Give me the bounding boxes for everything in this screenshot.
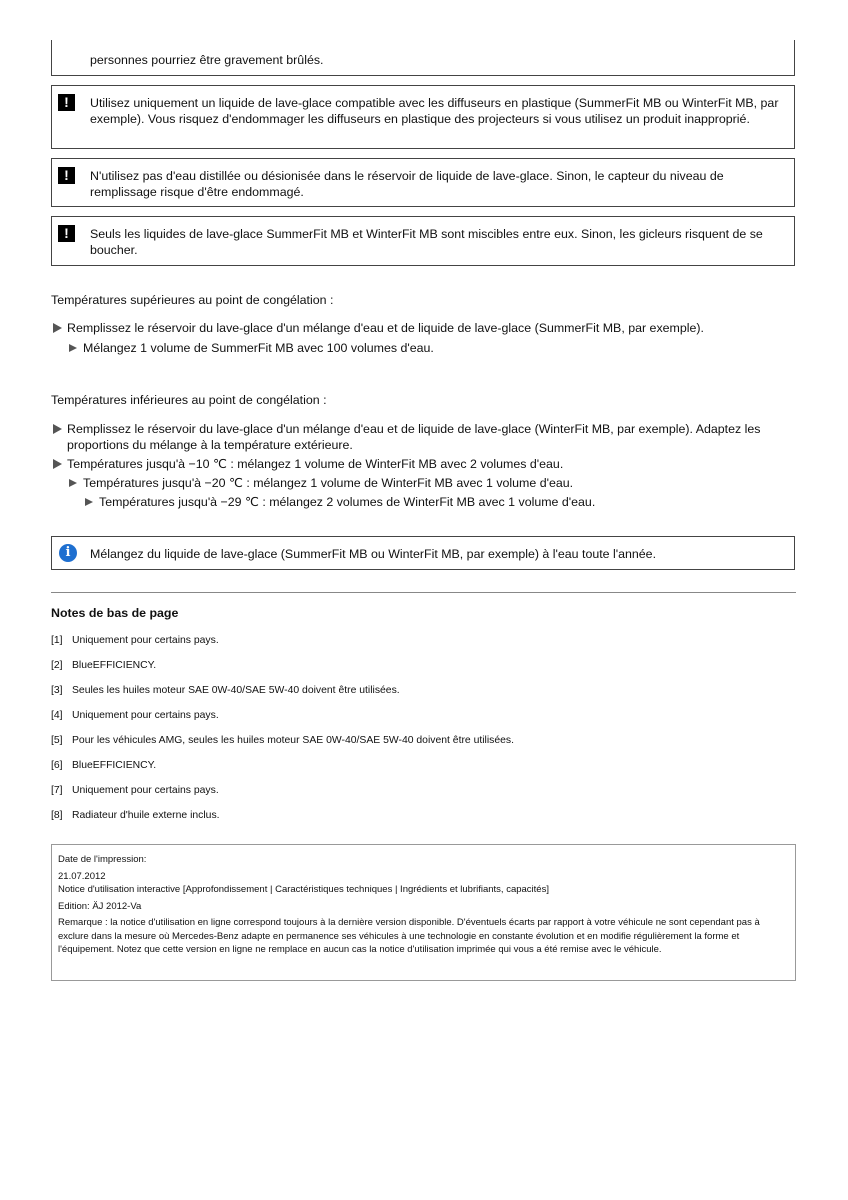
above-freezing-heading: Températures supérieures au point de congélation : [51, 293, 334, 307]
footnote-text: Seules les huiles moteur SAE 0W-40/SAE 5W-40 doivent être utilisées. [72, 685, 400, 696]
footnotes-title: Notes de bas de page [51, 606, 179, 620]
below-freezing-step-1: Remplissez le réservoir du lave-glace d'un mélange d'eau et de liquide de lave-glace (WinterFit MB, par exemple). Adaptez les proportions du mélange à la température extérieure. [67, 422, 761, 452]
warning-icon: ! [58, 167, 75, 184]
remark: Remarque : la notice d'utilisation en ligne correspond toujours à la dernière version disponible. D'éventuels écarts par rapport à votre véhicule ne sont cependant pas à exclure dans la mesure où Mercedes-Benz adapte en permanence ses véhicules à une technologie en constante évolution et en modifie régulièrement la forme et l'équipement. Notez que cette version en ligne ne remplace en aucun cas la notice d'utilisation imprimée qui vous a été remise avec le véhicule. [58, 917, 760, 955]
above-freezing-step-1: Remplissez le réservoir du lave-glace d'un mélange d'eau et de liquide de lave-glace (SummerFit MB, par exemple). [67, 321, 704, 335]
info-box [51, 536, 795, 570]
footnote-number: [2] [51, 660, 63, 671]
footnote-item [51, 759, 156, 773]
footnote-number: [7] [51, 785, 63, 796]
info-text: Mélangez du liquide de lave-glace (SummerFit MB ou WinterFit MB, par exemple) à l'eau toute l'année. [90, 547, 657, 561]
footnote-text: Uniquement pour certains pays. [72, 785, 219, 796]
footnote-item [51, 659, 156, 673]
footnote-text: BlueEFFICIENCY. [72, 660, 157, 671]
warning-box-distilled-water [51, 158, 795, 207]
manual-path: Notice d'utilisation interactive [Approfondissement | Caractéristiques techniques | Ingrédients et lubrifiants, capacités] [58, 884, 549, 895]
bullet-arrow-icon [53, 459, 62, 469]
footnote-text: Radiateur d'huile externe inclus. [72, 810, 220, 821]
footnote-item [51, 784, 219, 798]
bullet-arrow-icon [53, 424, 62, 434]
footnote-number: [3] [51, 685, 63, 696]
bullet-arrow-icon [69, 344, 77, 352]
below-freezing-step-3: Températures jusqu'à −20 ℃ : mélangez 1 volume de WinterFit MB avec 1 volume d'eau. [83, 476, 574, 490]
bullet-arrow-icon [53, 323, 62, 333]
above-freezing-step-2: Mélangez 1 volume de SummerFit MB avec 100 volumes d'eau. [83, 341, 434, 355]
print-date-label: Date de l'impression: [58, 854, 147, 865]
warning-text-distilled-water: N'utilisez pas d'eau distillée ou désionisée dans le réservoir de liquide de lave-glace. Sinon, le capteur du niveau de remplissage risque d'être endommagé. [90, 169, 724, 199]
print-metadata-box [51, 844, 796, 981]
edition: Edition: ÄJ 2012-Va [58, 900, 142, 912]
divider [51, 592, 796, 593]
warning-box-cutoff [51, 40, 795, 76]
warning-box-miscible [51, 216, 795, 266]
footnote-item [51, 809, 220, 823]
warning-icon: ! [58, 94, 75, 111]
footnote-text: Uniquement pour certains pays. [72, 635, 219, 646]
info-icon: i [59, 544, 77, 562]
footnote-number: [4] [51, 710, 63, 721]
footnote-text: Pour les véhicules AMG, seules les huiles moteur SAE 0W-40/SAE 5W-40 doivent être utilisées. [72, 735, 515, 746]
footnote-number: [6] [51, 760, 63, 771]
footnote-number: [5] [51, 735, 63, 746]
print-date: 21.07.2012 [58, 870, 106, 882]
bullet-arrow-icon [69, 479, 77, 487]
warning-icon: ! [58, 225, 75, 242]
footnote-text: Uniquement pour certains pays. [72, 710, 219, 721]
below-freezing-step-4: Températures jusqu'à −29 ℃ : mélangez 2 volumes de WinterFit MB avec 1 volume d'eau. [99, 495, 596, 509]
footnote-number: [1] [51, 635, 63, 646]
footnote-text: BlueEFFICIENCY. [72, 760, 157, 771]
warning-text-diffusers: Utilisez uniquement un liquide de lave-glace compatible avec les diffuseurs en plastique (SummerFit MB ou WinterFit MB, par exemple). Vous risquez d'endommager les diffuseurs en plastique des projecteurs si vous utilisez un produit inapproprié. [90, 96, 779, 126]
footnote-item [51, 684, 400, 698]
footnote-number: [8] [51, 810, 63, 821]
footnote-item [51, 709, 219, 723]
warning-text-miscible: Seuls les liquides de lave-glace SummerFit MB et WinterFit MB sont miscibles entre eux. Sinon, les gicleurs risquent de se boucher. [90, 227, 763, 257]
bullet-arrow-icon [85, 498, 93, 506]
below-freezing-heading: Températures inférieures au point de congélation : [51, 393, 327, 407]
warning-box-diffusers [51, 85, 795, 149]
footnote-item [51, 734, 514, 748]
footnote-item [51, 634, 219, 648]
warning-text-cutoff: personnes pourriez être gravement brûlés. [90, 53, 324, 67]
below-freezing-step-2: Températures jusqu'à −10 ℃ : mélangez 1 volume de WinterFit MB avec 2 volumes d'eau. [67, 457, 564, 471]
